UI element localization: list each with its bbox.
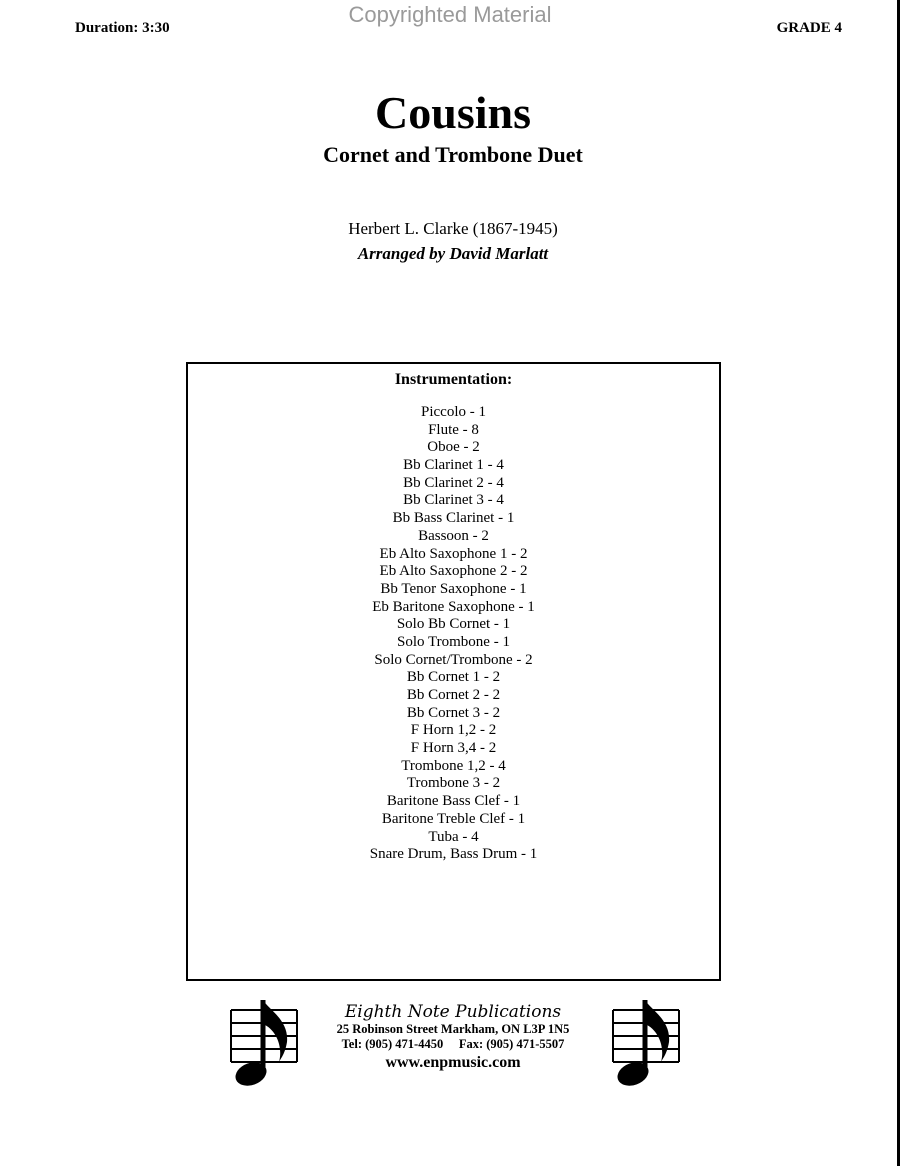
instrument-item: Bb Cornet 1 - 2 bbox=[406, 669, 501, 686]
instrument-item: Bb Cornet 3 - 2 bbox=[406, 704, 501, 721]
instrument-item: Solo Cornet/Trombone - 2 bbox=[374, 651, 533, 668]
instrument-item: Piccolo - 1 bbox=[421, 404, 486, 420]
instrument-item: Baritone Treble Clef - 1 bbox=[381, 810, 526, 827]
instrument-item: Tuba - 4 bbox=[428, 828, 479, 845]
instrument-item: Oboe - 2 bbox=[427, 439, 480, 456]
instrument-item: Solo Bb Cornet - 1 bbox=[396, 616, 511, 633]
instrument-item: Bb Clarinet 1 - 4 bbox=[403, 457, 504, 474]
publisher-website[interactable]: www.enpmusic.com bbox=[385, 1054, 521, 1071]
grade-label: GRADE 4 bbox=[776, 20, 842, 36]
instrumentation-box bbox=[186, 362, 721, 981]
instrument-item: Flute - 8 bbox=[428, 421, 479, 438]
instrument-item: Bb Cornet 2 - 2 bbox=[406, 687, 501, 703]
instrument-item: Bb Tenor Saxophone - 1 bbox=[380, 580, 527, 597]
instrument-item: Eb Baritone Saxophone - 1 bbox=[372, 598, 535, 615]
composer-credit: Herbert L. Clarke (1867-1945) bbox=[348, 219, 558, 238]
instrument-item: F Horn 3,4 - 2 bbox=[410, 740, 497, 757]
instrumentation-list bbox=[188, 404, 719, 864]
arranger-credit: Arranged by David Marlatt bbox=[357, 244, 549, 263]
page-subtitle: Cornet and Trombone Duet bbox=[323, 142, 583, 167]
instrument-item: Eb Alto Saxophone 2 - 2 bbox=[379, 563, 528, 580]
page-title: Cousins bbox=[375, 87, 531, 138]
instrument-item: F Horn 1,2 - 2 bbox=[410, 722, 497, 739]
publisher-block bbox=[0, 1000, 900, 1072]
instrument-item: Bb Clarinet 2 - 4 bbox=[403, 474, 504, 491]
instrument-item: Trombone 1,2 - 4 bbox=[401, 757, 506, 774]
instrument-item: Baritone Bass Clef - 1 bbox=[386, 793, 521, 810]
duration-label: Duration: 3:30 bbox=[75, 20, 170, 36]
instrument-item: Bb Bass Clarinet - 1 bbox=[392, 510, 515, 527]
instrument-item: Solo Trombone - 1 bbox=[397, 633, 510, 650]
watermark: Copyrighted Material bbox=[348, 2, 552, 27]
instrument-item: Bassoon - 2 bbox=[418, 527, 489, 544]
instrument-item: Snare Drum, Bass Drum - 1 bbox=[369, 846, 538, 863]
publisher-name: Eighth Note Publications bbox=[344, 1002, 562, 1022]
instrument-item: Eb Alto Saxophone 1 - 2 bbox=[379, 545, 528, 562]
instrumentation-heading: Instrumentation: bbox=[394, 371, 513, 388]
publisher-address: 25 Robinson Street Markham, ON L3P 1N5 bbox=[336, 1022, 570, 1036]
instrument-item: Bb Clarinet 3 - 4 bbox=[403, 492, 504, 509]
instrument-item: Trombone 3 - 2 bbox=[406, 775, 501, 792]
publisher-phone: Tel: (905) 471-4450 Fax: (905) 471-5507 bbox=[341, 1037, 565, 1051]
